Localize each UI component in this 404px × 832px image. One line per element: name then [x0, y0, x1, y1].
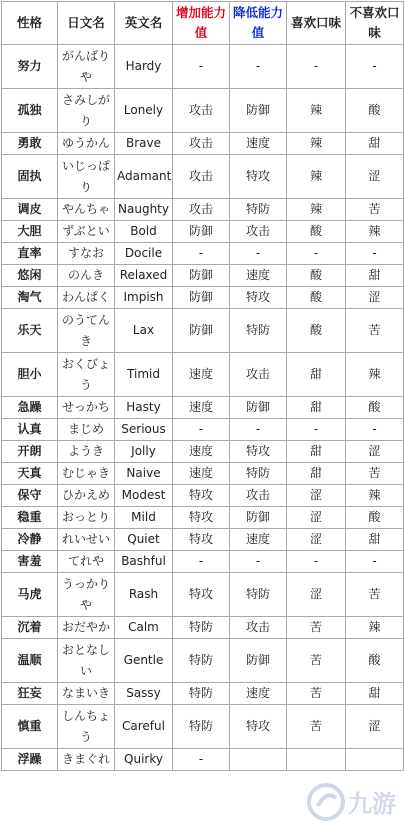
- disliked-flavor-cell: [346, 749, 404, 771]
- english-name-cell: Mild: [115, 507, 173, 529]
- disliked-flavor-cell: -: [346, 551, 404, 573]
- liked-flavor-cell: 甜: [287, 463, 346, 485]
- nature-name-cell: 狂妄: [2, 683, 58, 705]
- disliked-flavor-cell: 苦: [346, 309, 404, 353]
- table-row: [2, 463, 404, 485]
- english-name-cell: Jolly: [115, 441, 173, 463]
- nature-name-cell: 大胆: [2, 221, 58, 243]
- decreased-stat-cell: 防御: [230, 639, 287, 683]
- nature-name-cell: 沉着: [2, 617, 58, 639]
- japanese-name-cell: やんちゃ: [58, 199, 115, 221]
- header-liked-flavor: 喜欢口味: [287, 2, 346, 45]
- japanese-name-cell: おくびょう: [58, 353, 115, 397]
- english-name-cell: Relaxed: [115, 265, 173, 287]
- increased-stat-cell: -: [173, 419, 230, 441]
- header-increased-stat: 增加能力值: [173, 2, 230, 45]
- disliked-flavor-cell: 酸: [346, 507, 404, 529]
- increased-stat-cell: -: [173, 243, 230, 265]
- nature-name-cell: 天真: [2, 463, 58, 485]
- increased-stat-cell: 攻击: [173, 199, 230, 221]
- table-row: [2, 485, 404, 507]
- nature-name-cell: 稳重: [2, 507, 58, 529]
- english-name-cell: Modest: [115, 485, 173, 507]
- decreased-stat-cell: 特攻: [230, 705, 287, 749]
- english-name-cell: Rash: [115, 573, 173, 617]
- english-name-cell: Naughty: [115, 199, 173, 221]
- watermark-swirl-icon: [309, 785, 343, 819]
- increased-stat-cell: 特攻: [173, 529, 230, 551]
- liked-flavor-cell: 酸: [287, 265, 346, 287]
- english-name-cell: Timid: [115, 353, 173, 397]
- decreased-stat-cell: 攻击: [230, 353, 287, 397]
- table-row: [2, 89, 404, 133]
- japanese-name-cell: ひかえめ: [58, 485, 115, 507]
- english-name-cell: Impish: [115, 287, 173, 309]
- english-name-cell: Sassy: [115, 683, 173, 705]
- liked-flavor-cell: 酸: [287, 287, 346, 309]
- english-name-cell: Calm: [115, 617, 173, 639]
- decreased-stat-cell: 特攻: [230, 287, 287, 309]
- table-row: [2, 243, 404, 265]
- nature-name-cell: 调皮: [2, 199, 58, 221]
- liked-flavor-cell: 苦: [287, 617, 346, 639]
- nature-name-cell: 急躁: [2, 397, 58, 419]
- liked-flavor-cell: 甜: [287, 441, 346, 463]
- table-row: [2, 287, 404, 309]
- japanese-name-cell: のうてんき: [58, 309, 115, 353]
- disliked-flavor-cell: 涩: [346, 287, 404, 309]
- liked-flavor-cell: 辣: [287, 155, 346, 199]
- disliked-flavor-cell: 甜: [346, 265, 404, 287]
- watermark-text: 九游: [348, 790, 396, 818]
- liked-flavor-cell: 苦: [287, 683, 346, 705]
- decreased-stat-cell: 防御: [230, 89, 287, 133]
- japanese-name-cell: れいせい: [58, 529, 115, 551]
- increased-stat-cell: 特防: [173, 683, 230, 705]
- japanese-name-cell: すなお: [58, 243, 115, 265]
- nature-name-cell: 保守: [2, 485, 58, 507]
- table-row: [2, 419, 404, 441]
- decreased-stat-cell: -: [230, 551, 287, 573]
- japanese-name-cell: ゆうかん: [58, 133, 115, 155]
- watermark-logo: [306, 772, 402, 828]
- table-row: [2, 199, 404, 221]
- disliked-flavor-cell: 苦: [346, 199, 404, 221]
- liked-flavor-cell: 涩: [287, 529, 346, 551]
- nature-name-cell: 温顺: [2, 639, 58, 683]
- liked-flavor-cell: 涩: [287, 507, 346, 529]
- english-name-cell: Docile: [115, 243, 173, 265]
- table-row: [2, 639, 404, 683]
- english-name-cell: Lonely: [115, 89, 173, 133]
- decreased-stat-cell: 特防: [230, 199, 287, 221]
- increased-stat-cell: 防御: [173, 287, 230, 309]
- decreased-stat-cell: 特攻: [230, 441, 287, 463]
- japanese-name-cell: いじっぱり: [58, 155, 115, 199]
- table-row: [2, 397, 404, 419]
- table-row: [2, 529, 404, 551]
- liked-flavor-cell: 苦: [287, 639, 346, 683]
- disliked-flavor-cell: 酸: [346, 89, 404, 133]
- japanese-name-cell: さみしがり: [58, 89, 115, 133]
- liked-flavor-cell: 甜: [287, 353, 346, 397]
- japanese-name-cell: ずぶとい: [58, 221, 115, 243]
- disliked-flavor-cell: -: [346, 419, 404, 441]
- disliked-flavor-cell: 甜: [346, 529, 404, 551]
- english-name-cell: Careful: [115, 705, 173, 749]
- disliked-flavor-cell: 苦: [346, 573, 404, 617]
- header-disliked-flavor: 不喜欢口味: [346, 2, 404, 45]
- liked-flavor-cell: 甜: [287, 397, 346, 419]
- japanese-name-cell: わんぱく: [58, 287, 115, 309]
- increased-stat-cell: 防御: [173, 309, 230, 353]
- japanese-name-cell: のんき: [58, 265, 115, 287]
- japanese-name-cell: なまいき: [58, 683, 115, 705]
- liked-flavor-cell: 涩: [287, 573, 346, 617]
- increased-stat-cell: -: [173, 749, 230, 771]
- decreased-stat-cell: 防御: [230, 507, 287, 529]
- liked-flavor-cell: -: [287, 419, 346, 441]
- japanese-name-cell: おだやか: [58, 617, 115, 639]
- disliked-flavor-cell: 苦: [346, 463, 404, 485]
- decreased-stat-cell: -: [230, 419, 287, 441]
- japanese-name-cell: まじめ: [58, 419, 115, 441]
- increased-stat-cell: 速度: [173, 441, 230, 463]
- decreased-stat-cell: [230, 749, 287, 771]
- decreased-stat-cell: 攻击: [230, 221, 287, 243]
- table-row: [2, 573, 404, 617]
- japanese-name-cell: おっとり: [58, 507, 115, 529]
- table-row: [2, 221, 404, 243]
- table-row: [2, 507, 404, 529]
- english-name-cell: Quiet: [115, 529, 173, 551]
- japanese-name-cell: きまぐれ: [58, 749, 115, 771]
- nature-name-cell: 浮躁: [2, 749, 58, 771]
- disliked-flavor-cell: 酸: [346, 639, 404, 683]
- nature-name-cell: 认真: [2, 419, 58, 441]
- disliked-flavor-cell: 甜: [346, 133, 404, 155]
- nature-name-cell: 马虎: [2, 573, 58, 617]
- liked-flavor-cell: 酸: [287, 309, 346, 353]
- nature-name-cell: 乐天: [2, 309, 58, 353]
- table-row: [2, 551, 404, 573]
- nature-name-cell: 勇敢: [2, 133, 58, 155]
- header-decreased-stat: 降低能力值: [230, 2, 287, 45]
- increased-stat-cell: 速度: [173, 353, 230, 397]
- decreased-stat-cell: 特攻: [230, 155, 287, 199]
- japanese-name-cell: せっかち: [58, 397, 115, 419]
- nature-table: [1, 1, 404, 771]
- english-name-cell: Lax: [115, 309, 173, 353]
- table-row: [2, 45, 404, 89]
- liked-flavor-cell: 涩: [287, 485, 346, 507]
- decreased-stat-cell: 特防: [230, 309, 287, 353]
- increased-stat-cell: 攻击: [173, 155, 230, 199]
- english-name-cell: Brave: [115, 133, 173, 155]
- nature-name-cell: 悠闲: [2, 265, 58, 287]
- japanese-name-cell: てれや: [58, 551, 115, 573]
- disliked-flavor-cell: 酸: [346, 397, 404, 419]
- english-name-cell: Gentle: [115, 639, 173, 683]
- disliked-flavor-cell: 甜: [346, 683, 404, 705]
- disliked-flavor-cell: 辣: [346, 353, 404, 397]
- english-name-cell: Adamant: [115, 155, 173, 199]
- decreased-stat-cell: 速度: [230, 133, 287, 155]
- header-english-name: 英文名: [115, 2, 173, 45]
- english-name-cell: Quirky: [115, 749, 173, 771]
- header-japanese-name: 日文名: [58, 2, 115, 45]
- decreased-stat-cell: -: [230, 243, 287, 265]
- table-row: [2, 441, 404, 463]
- english-name-cell: Naive: [115, 463, 173, 485]
- nature-name-cell: 冷静: [2, 529, 58, 551]
- nature-name-cell: 淘气: [2, 287, 58, 309]
- table-row: [2, 617, 404, 639]
- increased-stat-cell: 速度: [173, 463, 230, 485]
- table-row: [2, 353, 404, 397]
- disliked-flavor-cell: 辣: [346, 221, 404, 243]
- increased-stat-cell: 攻击: [173, 133, 230, 155]
- nature-name-cell: 努力: [2, 45, 58, 89]
- decreased-stat-cell: 速度: [230, 683, 287, 705]
- nature-name-cell: 胆小: [2, 353, 58, 397]
- japanese-name-cell: がんばりや: [58, 45, 115, 89]
- japanese-name-cell: おとなしい: [58, 639, 115, 683]
- table-row: [2, 133, 404, 155]
- liked-flavor-cell: 辣: [287, 199, 346, 221]
- japanese-name-cell: むじゃき: [58, 463, 115, 485]
- liked-flavor-cell: -: [287, 45, 346, 89]
- nature-name-cell: 孤独: [2, 89, 58, 133]
- decreased-stat-cell: 速度: [230, 265, 287, 287]
- decreased-stat-cell: 攻击: [230, 617, 287, 639]
- header-row: [2, 2, 404, 45]
- nature-name-cell: 直率: [2, 243, 58, 265]
- increased-stat-cell: 防御: [173, 265, 230, 287]
- table-row: [2, 705, 404, 749]
- disliked-flavor-cell: 涩: [346, 155, 404, 199]
- decreased-stat-cell: 攻击: [230, 485, 287, 507]
- table-row: [2, 155, 404, 199]
- increased-stat-cell: 速度: [173, 397, 230, 419]
- liked-flavor-cell: [287, 749, 346, 771]
- increased-stat-cell: 特防: [173, 639, 230, 683]
- liked-flavor-cell: 辣: [287, 89, 346, 133]
- liked-flavor-cell: 苦: [287, 705, 346, 749]
- disliked-flavor-cell: 涩: [346, 441, 404, 463]
- increased-stat-cell: 特攻: [173, 485, 230, 507]
- header-nature: 性格: [2, 2, 58, 45]
- disliked-flavor-cell: 辣: [346, 617, 404, 639]
- increased-stat-cell: 防御: [173, 221, 230, 243]
- increased-stat-cell: -: [173, 45, 230, 89]
- table-row: [2, 683, 404, 705]
- nature-name-cell: 固执: [2, 155, 58, 199]
- table-row: [2, 265, 404, 287]
- disliked-flavor-cell: 涩: [346, 705, 404, 749]
- disliked-flavor-cell: 辣: [346, 485, 404, 507]
- decreased-stat-cell: -: [230, 45, 287, 89]
- table-row: [2, 749, 404, 771]
- nature-name-cell: 慎重: [2, 705, 58, 749]
- increased-stat-cell: -: [173, 551, 230, 573]
- liked-flavor-cell: -: [287, 243, 346, 265]
- increased-stat-cell: 特攻: [173, 573, 230, 617]
- increased-stat-cell: 特防: [173, 705, 230, 749]
- english-name-cell: Bashful: [115, 551, 173, 573]
- table-row: [2, 309, 404, 353]
- increased-stat-cell: 特防: [173, 617, 230, 639]
- japanese-name-cell: しんちょう: [58, 705, 115, 749]
- english-name-cell: Bold: [115, 221, 173, 243]
- japanese-name-cell: うっかりや: [58, 573, 115, 617]
- japanese-name-cell: ようき: [58, 441, 115, 463]
- decreased-stat-cell: 速度: [230, 529, 287, 551]
- english-name-cell: Serious: [115, 419, 173, 441]
- increased-stat-cell: 特攻: [173, 507, 230, 529]
- english-name-cell: Hardy: [115, 45, 173, 89]
- liked-flavor-cell: 辣: [287, 133, 346, 155]
- decreased-stat-cell: 特防: [230, 463, 287, 485]
- english-name-cell: Hasty: [115, 397, 173, 419]
- increased-stat-cell: 攻击: [173, 89, 230, 133]
- decreased-stat-cell: 特防: [230, 573, 287, 617]
- disliked-flavor-cell: -: [346, 45, 404, 89]
- liked-flavor-cell: -: [287, 551, 346, 573]
- liked-flavor-cell: 酸: [287, 221, 346, 243]
- decreased-stat-cell: 防御: [230, 397, 287, 419]
- disliked-flavor-cell: -: [346, 243, 404, 265]
- nature-name-cell: 害羞: [2, 551, 58, 573]
- nature-name-cell: 开朗: [2, 441, 58, 463]
